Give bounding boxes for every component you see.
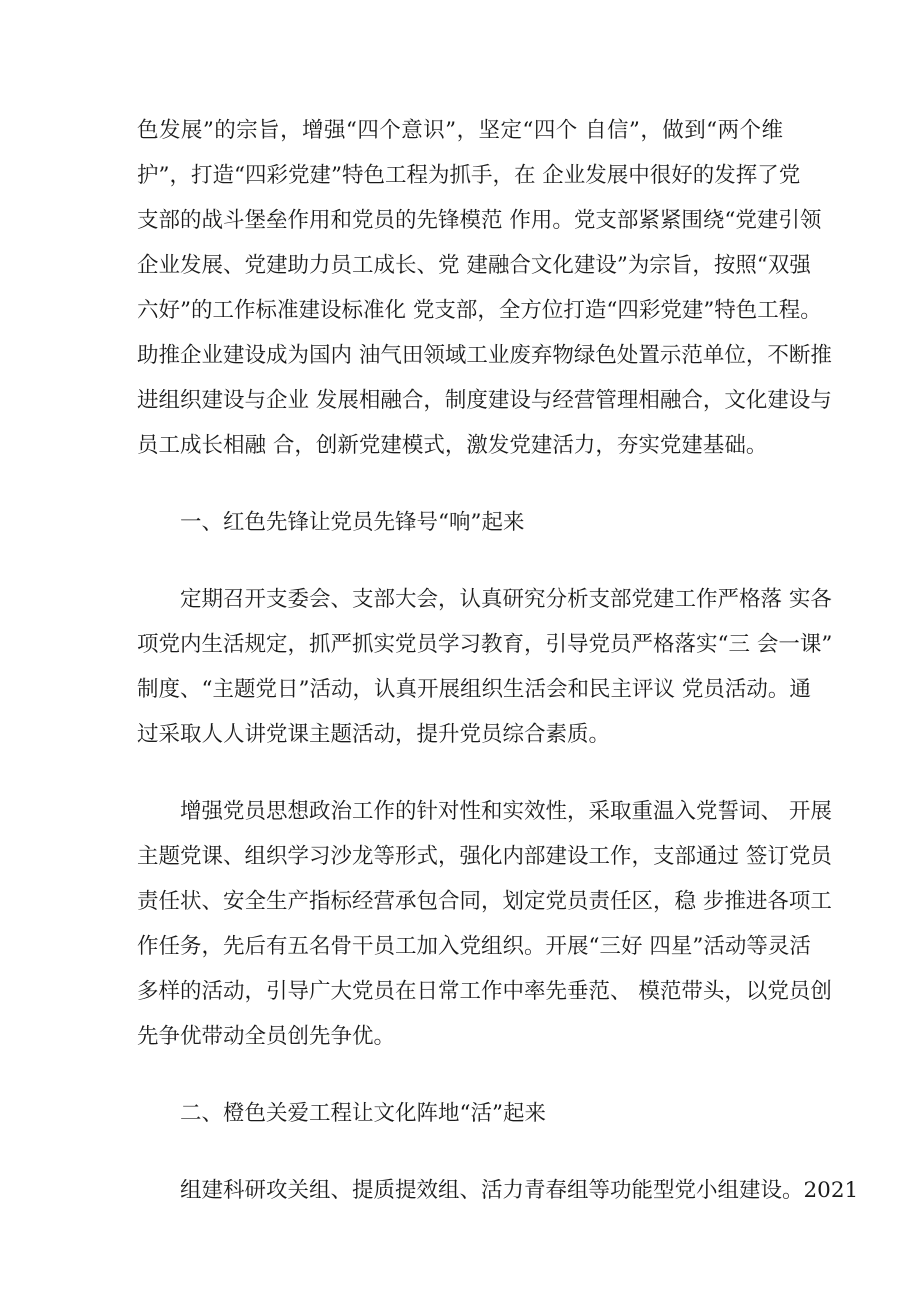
text-line: 作任务，先后有五名骨干员工加入党组织。开展“三好 四星”活动等灵活: [137, 934, 811, 959]
document-page: [137, 108, 859, 1213]
text-line: 助推企业建设成为国内 油气田领域工业废弃物绿色处置示范单位，不断推: [137, 343, 832, 368]
text-line: 主题党课、组织学习沙龙等形式，强化内部建设工作，支部通过 签订党员: [137, 844, 832, 869]
text-line: 增强党员思想政治工作的针对性和实效性，采取重温入党誓词、 开展: [180, 799, 832, 824]
text-line: 企业发展、党建助力员工成长、党 建融合文化建设”为宗旨，按照“双强: [137, 253, 811, 278]
text-line: 定期召开支委会、支部大会，认真研究分析支部党建工作严格落 实各: [180, 587, 832, 612]
text-line: 色发展”的宗旨，增强“四个意识”，坚定“四个 自信”，做到“两个维: [137, 118, 783, 143]
paragraph-section-2a: [137, 1168, 859, 1213]
text-line: 责任状、安全生产指标经营承包合同，划定党员责任区，稳 步推进各项工: [137, 889, 832, 914]
text-line: 先争优带动全员创先争优。: [137, 1024, 396, 1049]
text-line: 员工成长相融 合，创新党建模式，激发党建活力，夯实党建基础。: [137, 433, 768, 458]
text-line: 组建科研攻关组、提质提效组、活力青春组等功能型党小组建设。2021: [180, 1178, 859, 1203]
text-line: 过采取人人讲党课主题活动，提升党员综合素质。: [137, 722, 611, 747]
text-line: 支部的战斗堡垒作用和党员的先锋模范 作用。党支部紧紧围绕“党建引领: [137, 208, 822, 233]
text-line: 项党内生活规定，抓严抓实党员学习教育，引导党员严格落实“三 会一课”: [137, 632, 833, 657]
paragraph-intro: [137, 108, 832, 468]
text-line: 进组织建设与企业 发展相融合，制度建设与经营管理相融合，文化建设与: [137, 388, 832, 413]
text-line: 六好”的工作标准建设标准化 党支部，全方位打造“四彩党建”特色工程。: [137, 298, 822, 323]
paragraph-section-1b: [137, 789, 832, 1059]
section-heading-1: 一、红色先锋让党员先锋号“响”起来: [180, 510, 525, 535]
text-line: 制度、“主题党日”活动，认真开展组织生活会和民主评议 党员活动。通: [137, 677, 811, 702]
section-heading-2: 二、橙色关爱工程让文化阵地“活”起来: [180, 1101, 546, 1126]
text-line: 护”，打造“四彩党建”特色工程为抓手，在 企业发展中很好的发挥了党: [137, 163, 801, 188]
paragraph-section-1a: [137, 577, 833, 757]
text-line: 多样的活动，引导广大党员在日常工作中率先垂范、 模范带头，以党员创: [137, 979, 832, 1004]
